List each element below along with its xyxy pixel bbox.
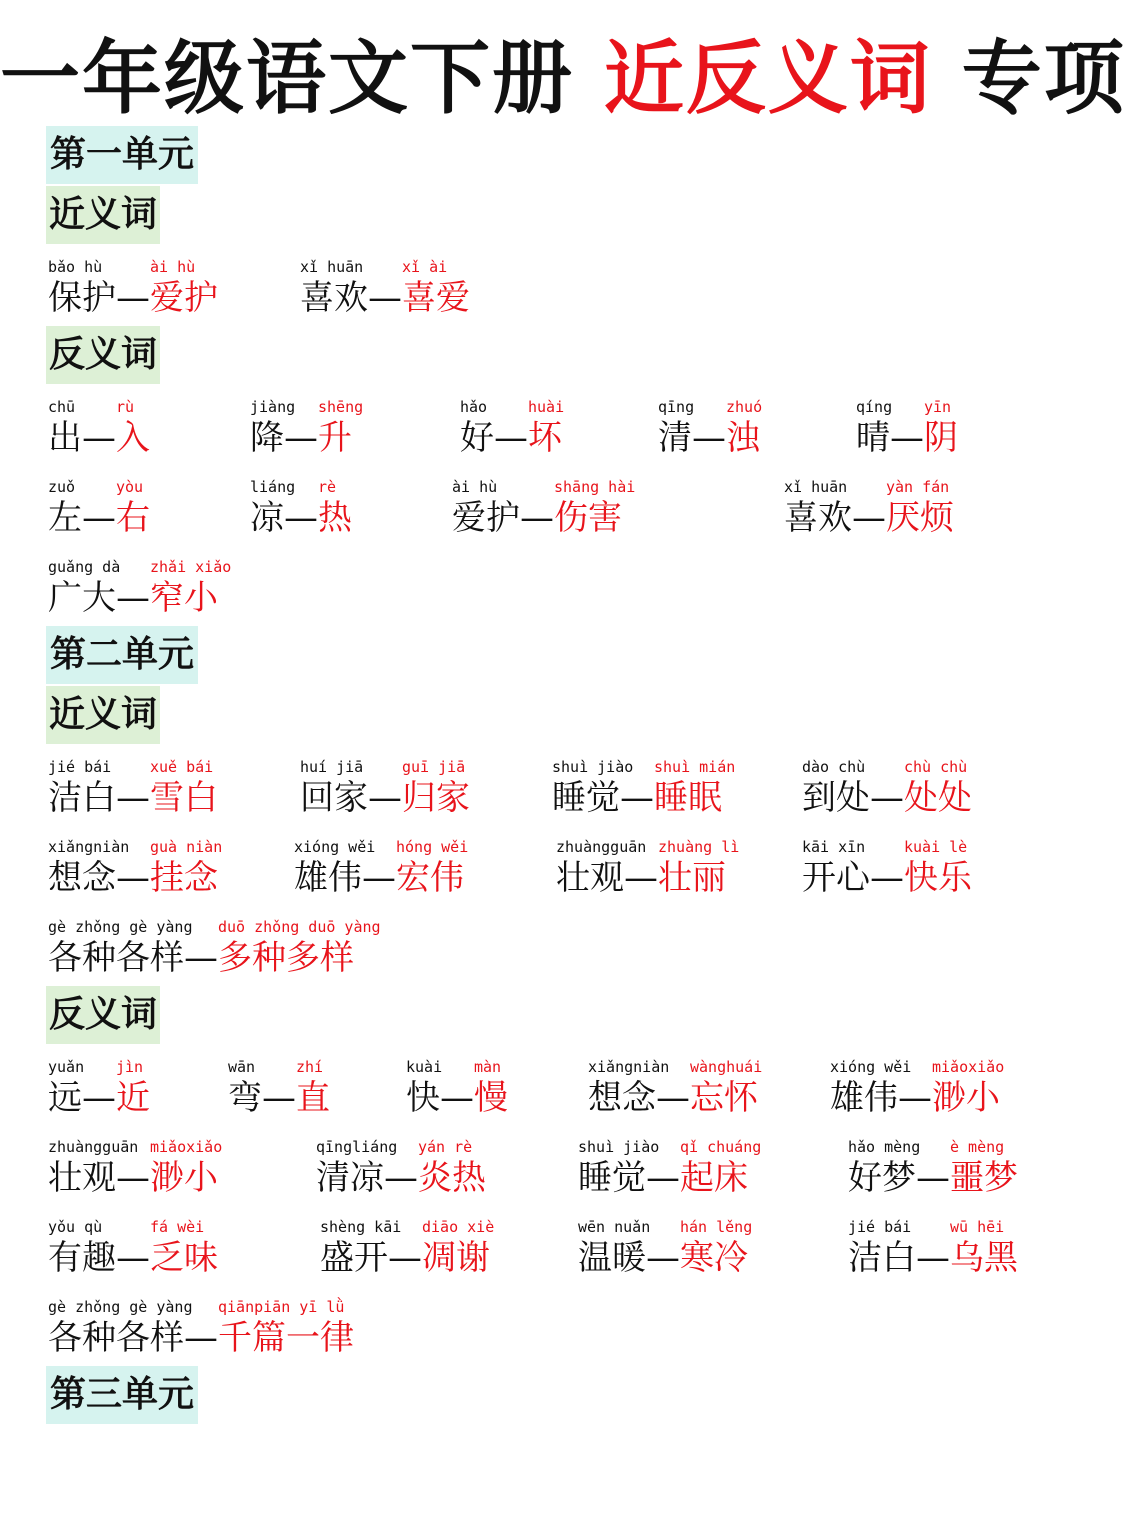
dash-separator: — (646, 1158, 680, 1198)
dash-separator: — (656, 1078, 690, 1118)
unit-2-synonyms-label: 近义词 (46, 686, 160, 744)
dash-separator: — (388, 1238, 422, 1278)
hanzi-row (784, 494, 954, 542)
hanzi-row (48, 1314, 354, 1362)
dash-separator: — (116, 778, 150, 818)
hanzi-row (848, 1154, 1018, 1202)
left-pinyin: jié bái (48, 758, 112, 776)
left-pinyin: kuài (406, 1058, 443, 1076)
left-word: 开心 (802, 858, 870, 898)
left-pinyin: wēn nuǎn (578, 1218, 651, 1236)
left-pinyin: bǎo hù (48, 258, 103, 276)
dash-separator: — (916, 1238, 950, 1278)
dash-separator: — (520, 498, 554, 538)
page-title (0, 32, 1126, 125)
left-pinyin: shuì jiào (552, 758, 634, 776)
left-pinyin: ài hù (452, 478, 498, 496)
right-pinyin: hóng wěi (396, 838, 469, 856)
right-pinyin: hán lěng (680, 1218, 753, 1236)
hanzi-row (556, 854, 726, 902)
right-word: 乌黑 (950, 1238, 1018, 1278)
hanzi-row (802, 774, 972, 822)
right-pinyin: yīn (924, 398, 952, 416)
hanzi-row (48, 1074, 150, 1122)
right-word: 快乐 (904, 858, 972, 898)
left-pinyin: xióng wěi (294, 838, 376, 856)
right-word: 处处 (904, 778, 972, 818)
dash-separator: — (890, 418, 924, 458)
left-word: 各种各样 (48, 938, 184, 978)
left-word: 壮观 (556, 858, 624, 898)
left-pinyin: gè zhǒng gè yàng (48, 1298, 193, 1316)
left-pinyin: jiàng (250, 398, 296, 416)
left-word: 睡觉 (552, 778, 620, 818)
left-pinyin: wān (228, 1058, 256, 1076)
hanzi-row (48, 1154, 218, 1202)
hanzi-row (320, 1234, 490, 1282)
dash-separator: — (362, 858, 396, 898)
dash-separator: — (870, 778, 904, 818)
right-pinyin: zhí (296, 1058, 324, 1076)
left-pinyin: hǎo mèng (848, 1138, 921, 1156)
hanzi-row (48, 274, 218, 322)
right-word: 睡眠 (654, 778, 722, 818)
hanzi-row (300, 274, 470, 322)
hanzi-row (658, 414, 760, 462)
hanzi-row (228, 1074, 330, 1122)
hanzi-row (48, 414, 150, 462)
dash-separator: — (646, 1238, 680, 1278)
dash-separator: — (82, 1078, 116, 1118)
right-pinyin: zhuó (726, 398, 763, 416)
dash-separator: — (692, 418, 726, 458)
right-pinyin: kuài lè (904, 838, 968, 856)
right-pinyin: yàn fán (886, 478, 950, 496)
right-pinyin: guī jiā (402, 758, 466, 776)
right-word: 浊 (726, 418, 760, 458)
left-pinyin: qíng (856, 398, 893, 416)
left-pinyin: qīngliáng (316, 1138, 398, 1156)
right-word: 右 (116, 498, 150, 538)
left-pinyin: jié bái (848, 1218, 912, 1236)
right-pinyin: jìn (116, 1058, 144, 1076)
dash-separator: — (852, 498, 886, 538)
hanzi-row (316, 1154, 486, 1202)
dash-separator: — (440, 1078, 474, 1118)
left-word: 晴 (856, 418, 890, 458)
left-pinyin: xǐ huān (784, 478, 848, 496)
hanzi-row (300, 774, 470, 822)
unit-1-synonyms-label: 近义词 (46, 186, 160, 244)
left-word: 睡觉 (578, 1158, 646, 1198)
title-grade: 一年级语文下册 (0, 32, 574, 125)
right-word: 乏味 (150, 1238, 218, 1278)
hanzi-row (460, 414, 562, 462)
hanzi-row (48, 934, 354, 982)
title-suffix: 专项 (961, 32, 1126, 125)
right-pinyin: miǎoxiǎo (150, 1138, 223, 1156)
right-pinyin: màn (474, 1058, 502, 1076)
right-word: 渺小 (150, 1158, 218, 1198)
hanzi-row (250, 494, 352, 542)
dash-separator: — (82, 418, 116, 458)
dash-separator: — (184, 938, 218, 978)
right-pinyin: xuě bái (150, 758, 214, 776)
hanzi-row (452, 494, 622, 542)
right-word: 归家 (402, 778, 470, 818)
hanzi-row (406, 1074, 508, 1122)
hanzi-row (830, 1074, 1000, 1122)
dash-separator: — (916, 1158, 950, 1198)
left-word: 爱护 (452, 498, 520, 538)
hanzi-row (848, 1234, 1018, 1282)
left-word: 到处 (802, 778, 870, 818)
dash-separator: — (624, 858, 658, 898)
left-word: 出 (48, 418, 82, 458)
right-pinyin: qǐ chuáng (680, 1138, 762, 1156)
left-word: 雄伟 (294, 858, 362, 898)
right-pinyin: wànghuái (690, 1058, 763, 1076)
right-word: 宏伟 (396, 858, 464, 898)
right-word: 起床 (680, 1158, 748, 1198)
hanzi-row (48, 854, 218, 902)
right-word: 炎热 (418, 1158, 486, 1198)
right-word: 窄小 (150, 578, 218, 618)
dash-separator: — (870, 858, 904, 898)
right-pinyin: fá wèi (150, 1218, 205, 1236)
hanzi-row (802, 854, 972, 902)
right-pinyin: è mèng (950, 1138, 1005, 1156)
left-pinyin: zhuàngguān (48, 1138, 139, 1156)
dash-separator: — (620, 778, 654, 818)
right-pinyin: qiānpiān yī lǜ (218, 1298, 345, 1316)
unit-3-label: 第三单元 (46, 1366, 198, 1424)
dash-separator: — (384, 1158, 418, 1198)
right-word: 入 (116, 418, 150, 458)
left-word: 壮观 (48, 1158, 116, 1198)
dash-separator: — (494, 418, 528, 458)
hanzi-row (578, 1154, 748, 1202)
right-word: 爱护 (150, 278, 218, 318)
left-pinyin: zuǒ (48, 478, 76, 496)
left-word: 各种各样 (48, 1318, 184, 1358)
dash-separator: — (368, 778, 402, 818)
left-pinyin: yǒu qù (48, 1218, 103, 1236)
right-pinyin: ài hù (150, 258, 196, 276)
left-pinyin: kāi xīn (802, 838, 866, 856)
hanzi-row (294, 854, 464, 902)
title-topic: 近反义词 (603, 32, 932, 125)
right-pinyin: rè (318, 478, 337, 496)
right-word: 寒冷 (680, 1238, 748, 1278)
left-pinyin: chū (48, 398, 76, 416)
left-pinyin: gè zhǒng gè yàng (48, 918, 193, 936)
dash-separator: — (116, 1238, 150, 1278)
left-word: 远 (48, 1078, 82, 1118)
right-pinyin: miǎoxiǎo (932, 1058, 1005, 1076)
hanzi-row (48, 494, 150, 542)
left-word: 喜欢 (784, 498, 852, 538)
right-pinyin: yán rè (418, 1138, 473, 1156)
left-word: 广大 (48, 578, 116, 618)
left-pinyin: xiǎngniàn (48, 838, 130, 856)
left-word: 想念 (588, 1078, 656, 1118)
right-pinyin: rù (116, 398, 135, 416)
right-pinyin: guà niàn (150, 838, 223, 856)
left-pinyin: dào chù (802, 758, 866, 776)
left-pinyin: guǎng dà (48, 558, 121, 576)
left-word: 有趣 (48, 1238, 116, 1278)
left-word: 清凉 (316, 1158, 384, 1198)
right-word: 千篇一律 (218, 1318, 354, 1358)
right-word: 直 (296, 1078, 330, 1118)
right-word: 多种多样 (218, 938, 354, 978)
dash-separator: — (116, 858, 150, 898)
left-word: 好 (460, 418, 494, 458)
left-pinyin: huí jiā (300, 758, 364, 776)
dash-separator: — (184, 1318, 218, 1358)
dash-separator: — (284, 418, 318, 458)
right-pinyin: xǐ ài (402, 258, 448, 276)
left-word: 洁白 (48, 778, 116, 818)
hanzi-row (250, 414, 352, 462)
unit-1-antonyms-label: 反义词 (46, 326, 160, 384)
right-pinyin: shāng hài (554, 478, 636, 496)
left-word: 盛开 (320, 1238, 388, 1278)
right-pinyin: chù chù (904, 758, 968, 776)
left-pinyin: shuì jiào (578, 1138, 660, 1156)
right-pinyin: diāo xiè (422, 1218, 495, 1236)
hanzi-row (588, 1074, 758, 1122)
left-pinyin: shèng kāi (320, 1218, 402, 1236)
right-word: 凋谢 (422, 1238, 490, 1278)
left-word: 弯 (228, 1078, 262, 1118)
right-pinyin: zhuàng lì (658, 838, 740, 856)
left-word: 喜欢 (300, 278, 368, 318)
left-word: 保护 (48, 278, 116, 318)
left-pinyin: zhuàngguān (556, 838, 647, 856)
left-word: 温暖 (578, 1238, 646, 1278)
unit-2-label: 第二单元 (46, 626, 198, 684)
left-word: 左 (48, 498, 82, 538)
right-word: 慢 (474, 1078, 508, 1118)
right-word: 壮丽 (658, 858, 726, 898)
left-word: 清 (658, 418, 692, 458)
right-pinyin: zhǎi xiǎo (150, 558, 232, 576)
dash-separator: — (898, 1078, 932, 1118)
right-pinyin: shēng (318, 398, 364, 416)
dash-separator: — (116, 1158, 150, 1198)
left-word: 想念 (48, 858, 116, 898)
right-word: 伤害 (554, 498, 622, 538)
hanzi-row (48, 1234, 218, 1282)
dash-separator: — (116, 578, 150, 618)
left-pinyin: xǐ huān (300, 258, 364, 276)
left-pinyin: yuǎn (48, 1058, 85, 1076)
right-word: 挂念 (150, 858, 218, 898)
hanzi-row (552, 774, 722, 822)
right-word: 雪白 (150, 778, 218, 818)
hanzi-row (856, 414, 958, 462)
right-word: 喜爱 (402, 278, 470, 318)
dash-separator: — (284, 498, 318, 538)
dash-separator: — (82, 498, 116, 538)
right-word: 升 (318, 418, 352, 458)
dash-separator: — (262, 1078, 296, 1118)
right-word: 忘怀 (690, 1078, 758, 1118)
hanzi-row (48, 774, 218, 822)
dash-separator: — (368, 278, 402, 318)
left-word: 好梦 (848, 1158, 916, 1198)
left-word: 凉 (250, 498, 284, 538)
hanzi-row (578, 1234, 748, 1282)
left-word: 雄伟 (830, 1078, 898, 1118)
left-pinyin: qīng (658, 398, 695, 416)
unit-1-label: 第一单元 (46, 126, 198, 184)
left-pinyin: xiǎngniàn (588, 1058, 670, 1076)
left-word: 回家 (300, 778, 368, 818)
right-word: 热 (318, 498, 352, 538)
right-word: 坏 (528, 418, 562, 458)
right-pinyin: wū hēi (950, 1218, 1005, 1236)
right-word: 阴 (924, 418, 958, 458)
left-word: 降 (250, 418, 284, 458)
right-word: 渺小 (932, 1078, 1000, 1118)
right-word: 厌烦 (886, 498, 954, 538)
right-pinyin: duō zhǒng duō yàng (218, 918, 381, 936)
right-word: 近 (116, 1078, 150, 1118)
unit-2-antonyms-label: 反义词 (46, 986, 160, 1044)
left-pinyin: liáng (250, 478, 296, 496)
right-word: 噩梦 (950, 1158, 1018, 1198)
dash-separator: — (116, 278, 150, 318)
left-word: 洁白 (848, 1238, 916, 1278)
right-pinyin: huài (528, 398, 565, 416)
left-pinyin: hǎo (460, 398, 488, 416)
right-pinyin: shuì mián (654, 758, 736, 776)
right-pinyin: yòu (116, 478, 144, 496)
left-word: 快 (406, 1078, 440, 1118)
left-pinyin: xióng wěi (830, 1058, 912, 1076)
hanzi-row (48, 574, 218, 622)
